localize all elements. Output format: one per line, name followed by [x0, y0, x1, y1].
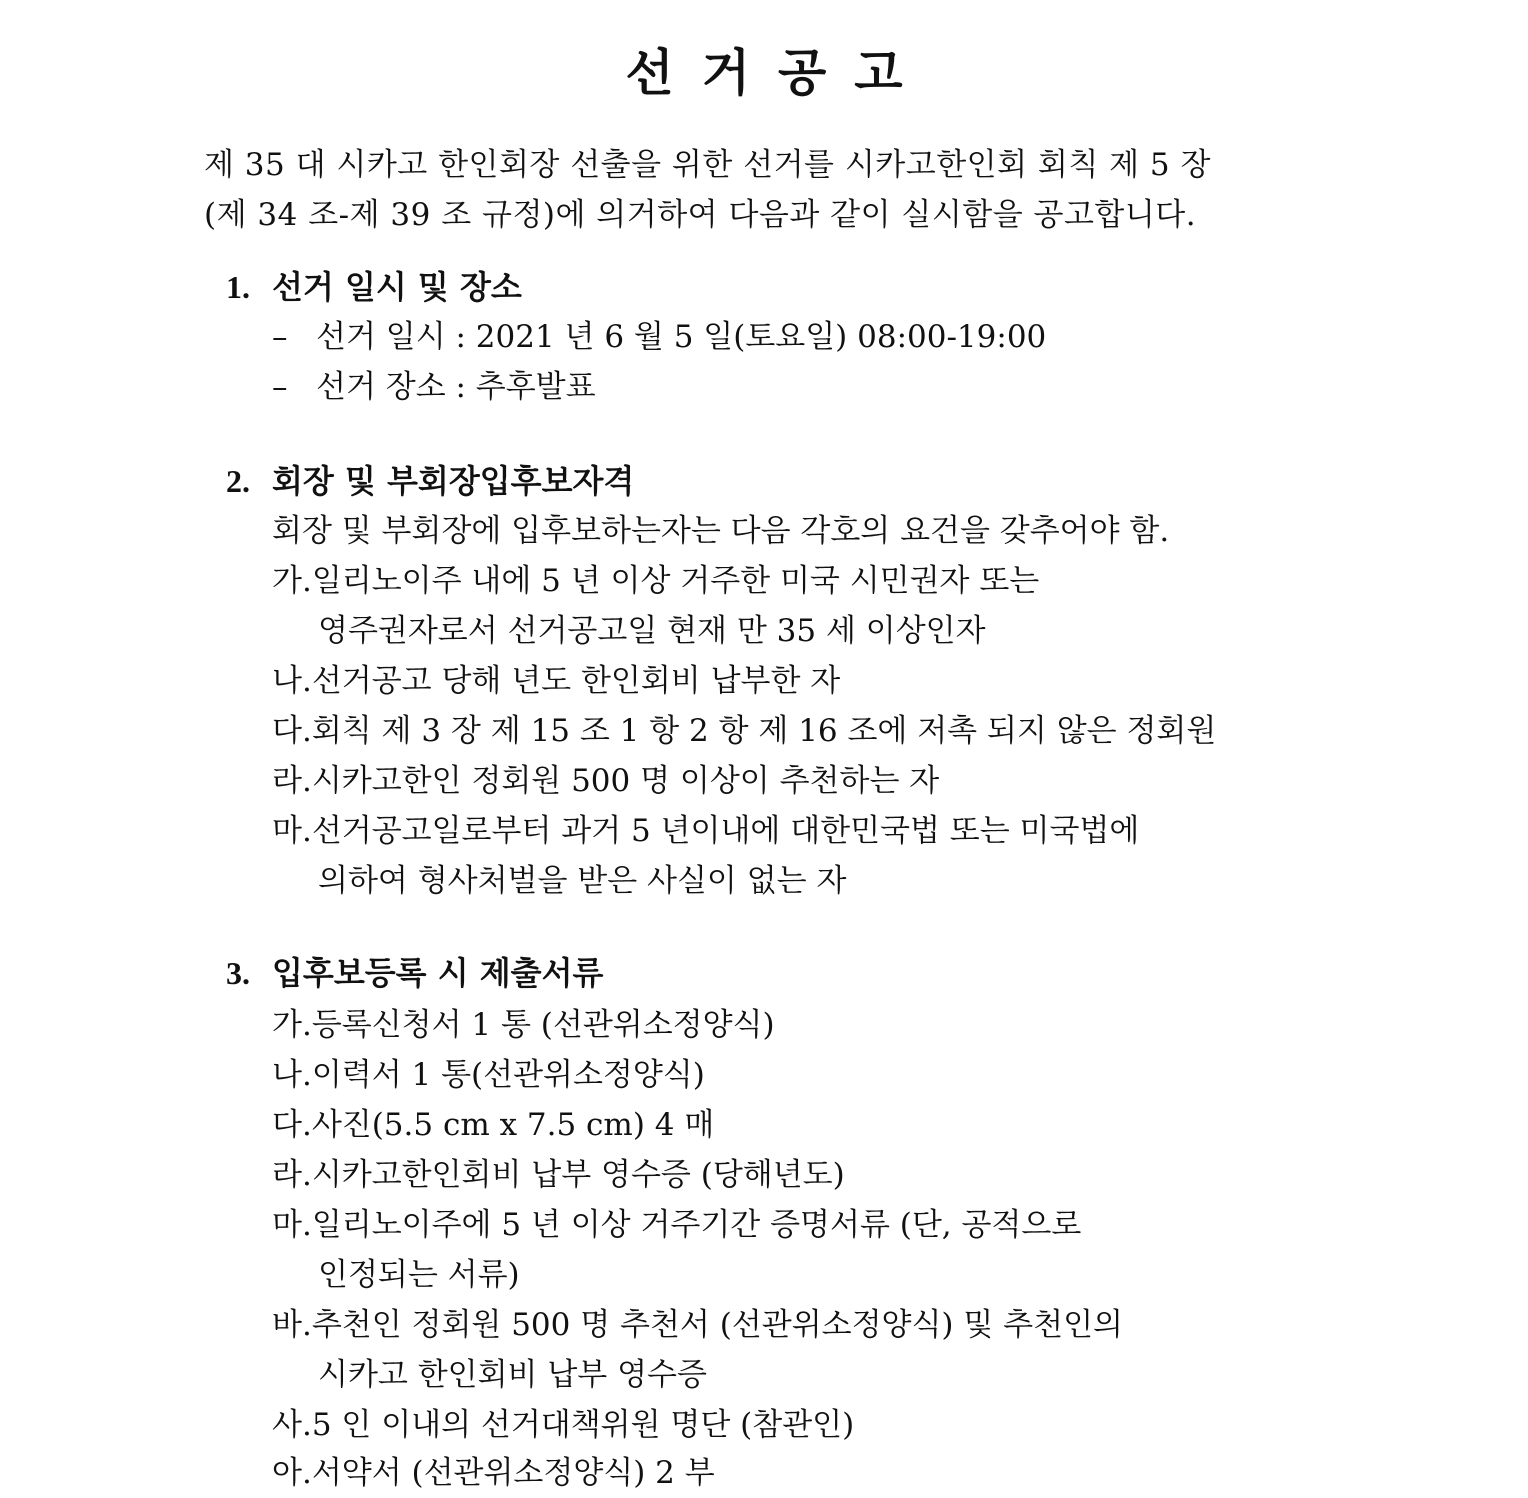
section-2-item-ga-continued: 영주권자로서 선거공고일 현재 만 35 세 이상인자: [318, 613, 986, 649]
intro-paragraph: [204, 140, 1344, 240]
section-3-item-ra: [272, 1152, 845, 1198]
page-title: 선거공고: [625, 44, 931, 102]
item-marker: 라.: [272, 1157, 312, 1193]
item-text: 서약서 (선관위소정양식) 2 부: [311, 1455, 715, 1491]
dash-marker: –: [272, 319, 288, 355]
section-1-number: 1.: [226, 269, 250, 305]
section-1-heading: [226, 264, 522, 310]
section-3-item-a: [272, 1450, 715, 1496]
item-text: 일리노이주에 5 년 이상 거주기간 증명서류 (단, 공적으로: [311, 1207, 1082, 1243]
item-marker: 마.: [272, 1207, 312, 1243]
section-3-title: 입후보등록 시 제출서류: [272, 954, 604, 992]
item-marker: 가.: [272, 563, 312, 599]
section-3-item-ba: [272, 1302, 1123, 1348]
item-marker: 다.: [272, 1107, 312, 1143]
section-3-item-na: [272, 1052, 705, 1098]
item-text: 등록신청서 1 통 (선관위소정양식): [311, 1007, 775, 1043]
section-2-title: 회장 및 부회장입후보자격: [272, 462, 635, 500]
intro-line-2: (제 34 조-제 39 조 규정)에 의거하여 다음과 같이 실시함을 공고합니다.: [204, 197, 1197, 233]
section-2-item-na: [272, 658, 840, 704]
item-text: 시카고한인 정회원 500 명 이상이 추천하는 자: [311, 763, 940, 799]
section-3-item-da: [272, 1102, 714, 1148]
item-marker: 사.: [272, 1407, 312, 1443]
item-text: 추천인 정회원 500 명 추천서 (선관위소정양식) 및 추천인의: [311, 1307, 1123, 1343]
item-marker: 마.: [272, 813, 312, 849]
section-2-item-ma-continued: 의하여 형사처벌을 받은 사실이 없는 자: [318, 863, 847, 899]
item-text: 이력서 1 통(선관위소정양식): [311, 1057, 705, 1093]
section-2-item-da: [272, 708, 1216, 754]
section-2-item-ga: [272, 558, 1039, 604]
section-3-heading: [226, 950, 603, 996]
item-marker: 다.: [272, 713, 312, 749]
section-2-lead: 회장 및 부회장에 입후보하는자는 다음 각호의 요건을 갖추어야 함.: [272, 513, 1170, 549]
item-marker: 라.: [272, 763, 312, 799]
item-marker: 바.: [272, 1307, 312, 1343]
item-text: 사진(5.5 cm x 7.5 cm) 4 매: [311, 1107, 715, 1143]
dash-marker: –: [272, 369, 288, 405]
section-3-item-ma: [272, 1202, 1081, 1248]
section-1-bullet-2: [272, 364, 596, 410]
section-1-bullet-1: [272, 314, 1046, 360]
item-text: 회칙 제 3 장 제 15 조 1 항 2 항 제 16 조에 저촉 되지 않은 정회원: [311, 713, 1217, 749]
section-3-number: 3.: [226, 955, 250, 991]
section-2-item-ma: [272, 808, 1139, 854]
section-2-heading: [226, 458, 634, 504]
section-3-item-sa: [272, 1402, 854, 1448]
bullet-text: 선거 일시 : 2021 년 6 월 5 일(토요일) 08:00-19:00: [316, 319, 1047, 355]
section-2-number: 2.: [226, 463, 250, 499]
item-text: 일리노이주 내에 5 년 이상 거주한 미국 시민권자 또는: [311, 563, 1040, 599]
item-text: 5 인 이내의 선거대책위원 명단 (참관인): [311, 1407, 855, 1443]
bullet-text: 선거 장소 : 추후발표: [316, 369, 596, 405]
item-text: 선거공고 당해 년도 한인회비 납부한 자: [311, 663, 841, 699]
section-2-item-ra: [272, 758, 939, 804]
item-text: 시카고한인회비 납부 영수증 (당해년도): [311, 1157, 845, 1193]
section-3-item-ba-continued: 시카고 한인회비 납부 영수증: [318, 1357, 707, 1393]
intro-line-1: 제 35 대 시카고 한인회장 선출을 위한 선거를 시카고한인회 회칙 제 5 장: [204, 147, 1211, 183]
item-text: 선거공고일로부터 과거 5 년이내에 대한민국법 또는 미국법에: [311, 813, 1140, 849]
item-marker: 아.: [272, 1455, 312, 1491]
item-marker: 나.: [272, 1057, 312, 1093]
section-3-item-ga: [272, 1002, 775, 1048]
item-marker: 가.: [272, 1007, 312, 1043]
section-3-item-ma-continued: 인정되는 서류): [318, 1257, 520, 1293]
item-marker: 나.: [272, 663, 312, 699]
section-1-title: 선거 일시 및 장소: [272, 268, 522, 306]
